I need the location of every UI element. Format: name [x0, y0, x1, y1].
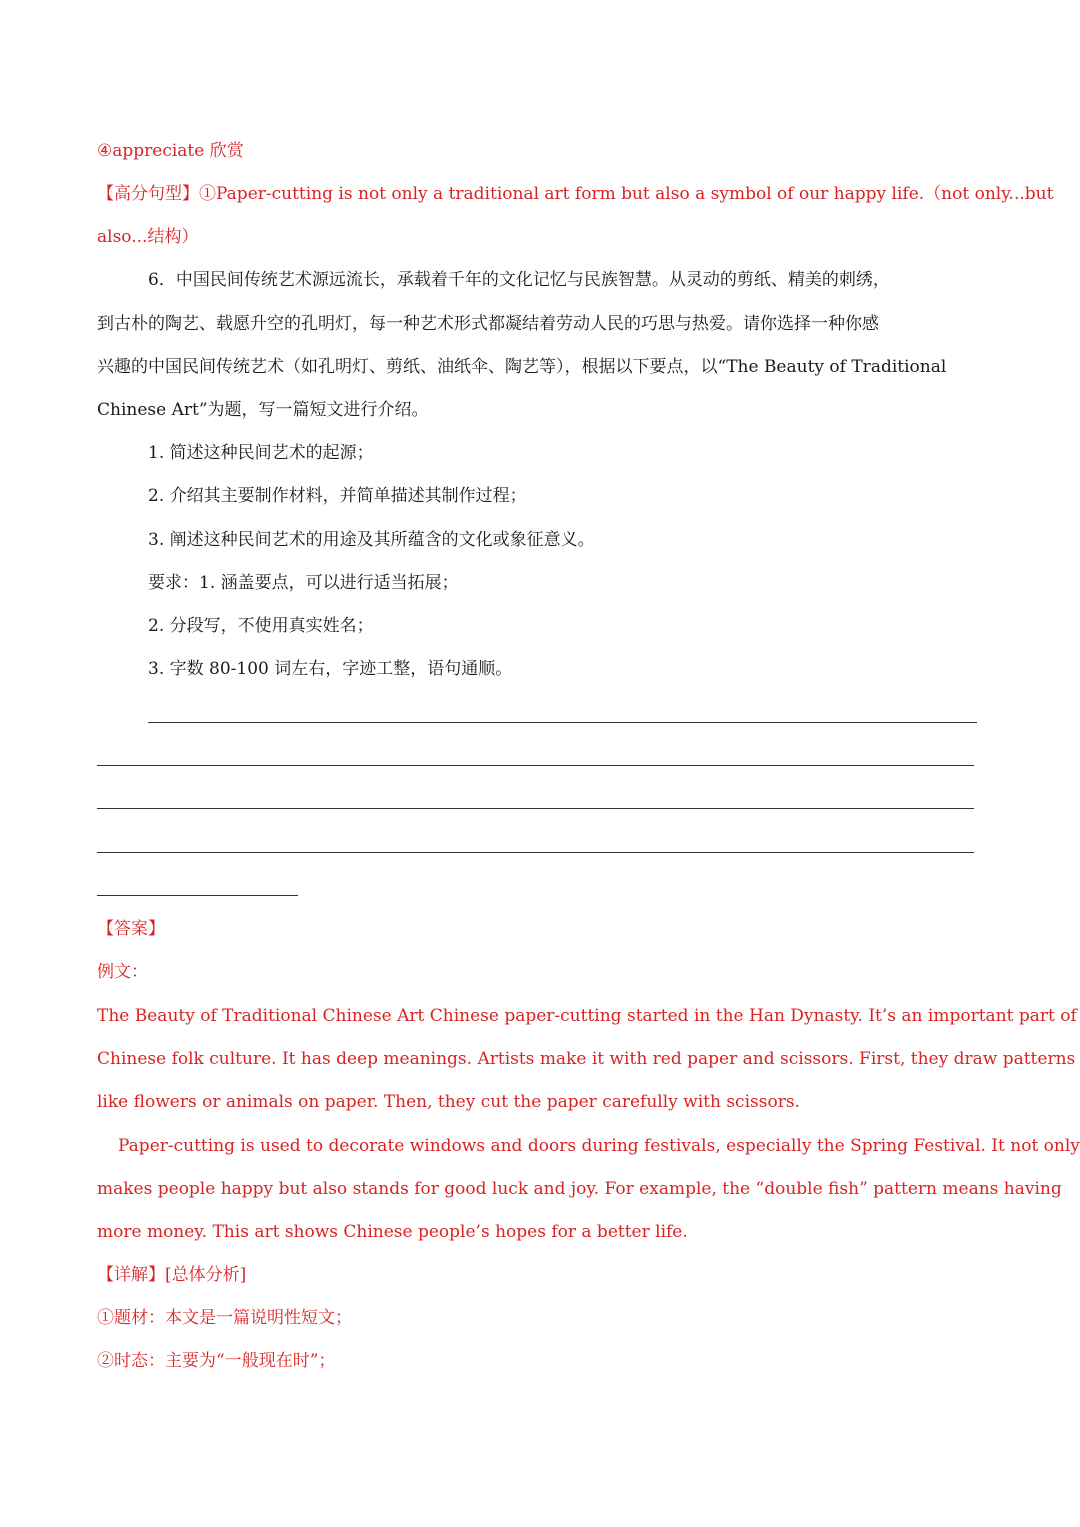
essay-p2-line3: more money. This art shows Chinese people’s hopes for a better life. — [97, 1222, 688, 1242]
point-1: 1. 简述这种民间艺术的起源； — [148, 443, 374, 463]
essay-p2-line2: makes people happy but also stands for good luck and joy. For example, the “double fish” pattern means having — [97, 1179, 1062, 1199]
answer-header: 【答案】 — [97, 919, 165, 939]
analysis-item-1: ①题材：本文是一篇说明性短文； — [97, 1308, 352, 1328]
essay-p1-line2: Chinese folk culture. It has deep meanings. Artists make it with red paper and scissors. First, they draw patterns — [97, 1049, 1076, 1069]
requirement-2: 2. 分段写，不使用真实姓名； — [148, 616, 374, 636]
essay-p2-line1: Paper-cutting is used to decorate windows and doors during festivals, especially the Spring Festival. It not only — [118, 1136, 1080, 1156]
point-3: 3. 阐述这种民间艺术的用途及其所蕴含的文化或象征意义。 — [148, 530, 595, 550]
question-line4: Chinese Art”为题，写一篇短文进行介绍。 — [97, 400, 429, 420]
question-line3: 兴趣的中国民间传统艺术（如孔明灯、剪纸、油纸伞、陶艺等），根据以下要点，以“The Beauty of Traditional — [97, 357, 947, 377]
vocab-item-appreciate: ④appreciate 欣赏 — [97, 141, 244, 161]
key-sentence-line2: also...结构） — [97, 227, 199, 247]
analysis-item-2: ②时态：主要为“一般现在时”； — [97, 1351, 336, 1371]
requirement-1: 要求：1. 涵盖要点，可以进行适当拓展； — [148, 573, 459, 593]
answer-blank-line — [148, 722, 977, 723]
answer-blank-line — [97, 895, 298, 896]
essay-p1-line3: like flowers or animals on paper. Then, they cut the paper carefully with scissors. — [97, 1092, 800, 1112]
key-sentence-line1: 【高分句型】①Paper-cutting is not only a traditional art form but also a symbol of our happy life.（not only...but — [97, 184, 1054, 204]
question-line2: 到古朴的陶艺、载愿升空的孔明灯，每一种艺术形式都凝结着劳动人民的巧思与热爱。请你选择一种你感 — [97, 314, 879, 334]
requirement-3: 3. 字数 80-100 词左右，字迹工整，语句通顺。 — [148, 659, 513, 679]
example-label: 例文： — [97, 962, 148, 982]
analysis-header: 【详解】[总体分析] — [97, 1265, 247, 1285]
answer-blank-line — [97, 765, 974, 766]
question-line1: 6．中国民间传统艺术源远流长，承载着千年的文化记忆与民族智慧。从灵动的剪纸、精美的刺绣， — [148, 270, 890, 290]
answer-blank-line — [97, 852, 974, 853]
essay-p1-line1: The Beauty of Traditional Chinese Art Chinese paper-cutting started in the Han Dynasty. It’s an important part of — [97, 1006, 1077, 1026]
answer-blank-line — [97, 808, 974, 809]
point-2: 2. 介绍其主要制作材料，并简单描述其制作过程； — [148, 486, 527, 506]
